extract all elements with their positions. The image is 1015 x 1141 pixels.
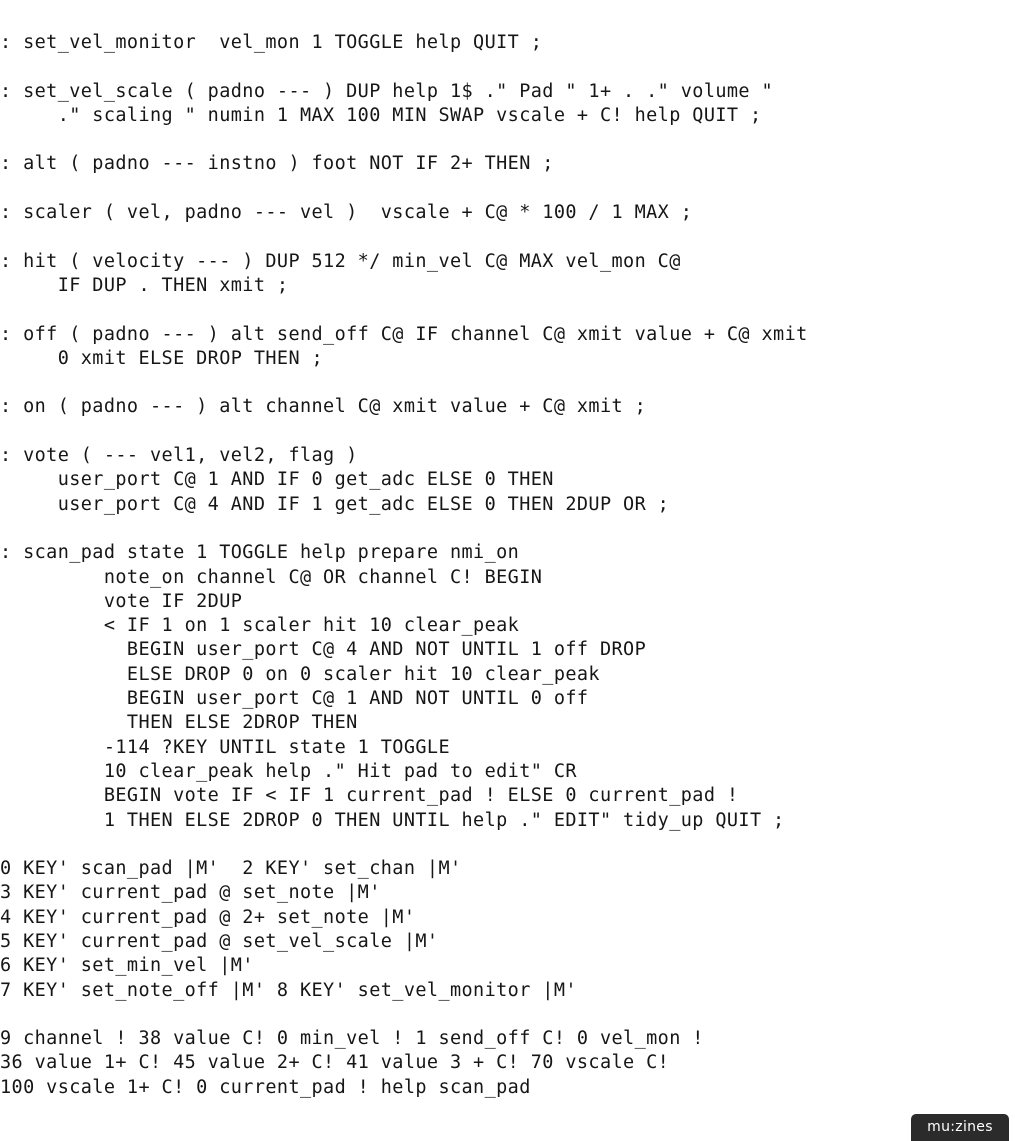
code-line: 4 KEY' current_pad @ 2+ set_note |M': [0, 906, 416, 928]
code-line: 5 KEY' current_pad @ set_vel_scale |M': [0, 930, 439, 952]
code-line: vote IF 2DUP: [0, 590, 243, 612]
blank-line: [0, 55, 1015, 79]
code-line: 36 value 1+ C! 45 value 2+ C! 41 value 3 + C! 70 vscale C!: [0, 1052, 670, 1074]
code-line: : off ( padno --- ) alt send_off C@ IF channel C@ xmit value + C@ xmit: [0, 323, 808, 345]
blank-line: [0, 833, 1015, 857]
code-line: 0 KEY' scan_pad |M' 2 KEY' set_chan |M': [0, 858, 462, 880]
blank-line: [0, 371, 1015, 395]
code-line: 0 xmit ELSE DROP THEN ;: [0, 347, 324, 369]
code-line: ." scaling " numin 1 MAX 100 MIN SWAP vscale + C! help QUIT ;: [0, 104, 762, 126]
muzines-logo-badge: mu:zines: [911, 1114, 1009, 1141]
code-line: 1 THEN ELSE 2DROP 0 THEN UNTIL help ." EDIT" tidy_up QUIT ;: [0, 809, 785, 831]
blank-line: [0, 177, 1015, 201]
code-line: ELSE DROP 0 on 0 scaler hit 10 clear_peak: [0, 663, 600, 685]
code-line: 9 channel ! 38 value C! 0 min_vel ! 1 send_off C! 0 vel_mon !: [0, 1028, 704, 1050]
code-line: : alt ( padno --- instno ) foot NOT IF 2+ THEN ;: [0, 153, 554, 175]
code-line: 10 clear_peak help ." Hit pad to edit" CR: [0, 760, 577, 782]
code-line: IF DUP . THEN xmit ;: [0, 274, 289, 296]
code-line: < IF 1 on 1 scaler hit 10 clear_peak: [0, 615, 520, 637]
code-line: : vote ( --- vel1, vel2, flag ): [0, 445, 358, 467]
code-line: : scan_pad state 1 TOGGLE help prepare nmi_on: [0, 542, 520, 564]
code-line: : scaler ( vel, padno --- vel ) vscale + C@ * 100 / 1 MAX ;: [0, 202, 693, 224]
code-line: user_port C@ 4 AND IF 1 get_adc ELSE 0 THEN 2DUP OR ;: [0, 493, 670, 515]
code-line: 6 KEY' set_min_vel |M': [0, 955, 254, 977]
blank-line: [0, 517, 1015, 541]
code-line: THEN ELSE 2DROP THEN: [0, 712, 358, 734]
blank-line: [0, 1003, 1015, 1027]
code-line: BEGIN vote IF < IF 1 current_pad ! ELSE 0 current_pad !: [0, 785, 739, 807]
code-line: -114 ?KEY UNTIL state 1 TOGGLE: [0, 736, 450, 758]
code-line: user_port C@ 1 AND IF 0 get_adc ELSE 0 THEN: [0, 469, 554, 491]
code-listing: [0, 31, 1015, 1100]
code-line: BEGIN user_port C@ 4 AND NOT UNTIL 1 off DROP: [0, 639, 647, 661]
code-line: : set_vel_monitor vel_mon 1 TOGGLE help QUIT ;: [0, 32, 543, 53]
code-line: note_on channel C@ OR channel C! BEGIN: [0, 566, 543, 588]
code-line: : hit ( velocity --- ) DUP 512 */ min_vel C@ MAX vel_mon C@: [0, 250, 681, 272]
code-line: 100 vscale 1+ C! 0 current_pad ! help scan_pad: [0, 1076, 531, 1098]
code-line: : set_vel_scale ( padno --- ) DUP help 1$ ." Pad " 1+ . ." volume ": [0, 80, 774, 102]
code-line: 3 KEY' current_pad @ set_note |M': [0, 882, 381, 904]
blank-line: [0, 298, 1015, 322]
blank-line: [0, 225, 1015, 249]
code-line: BEGIN user_port C@ 1 AND NOT UNTIL 0 off: [0, 688, 589, 710]
code-line: : on ( padno --- ) alt channel C@ xmit value + C@ xmit ;: [0, 396, 647, 418]
blank-line: [0, 128, 1015, 152]
blank-line: [0, 420, 1015, 444]
code-line: 7 KEY' set_note_off |M' 8 KEY' set_vel_monitor |M': [0, 979, 577, 1001]
